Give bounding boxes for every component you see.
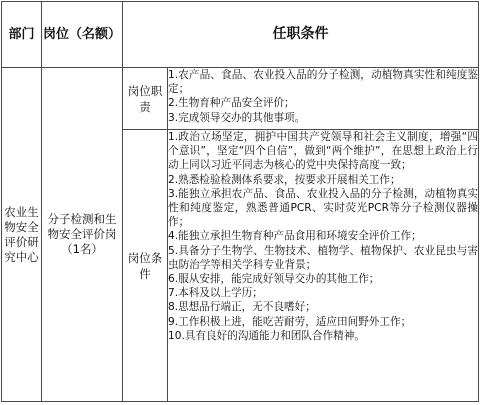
condition-item: 8.思想品行端正，无不良嗜好； [168, 301, 316, 314]
condition-item: 2.熟悉检验检测体系要求，按要求开展相关工作； [168, 173, 401, 186]
condition-item: 3.能独立承担农产品、食品、农业投入品的分子检测，动植物真实性和纯度鉴定，熟悉普通PCR、实时荧光PCR等分子检测仪器操作； [168, 187, 478, 229]
position-quota: （1名） [61, 242, 103, 256]
duties-label: 岗位职责 [123, 68, 168, 130]
condition-item: 5.具备分子生物学、生物技术、植物学、植物保护、农业昆虫与害虫防治学等相关学科专业背景； [168, 244, 478, 271]
duty-item: 1.农产品、食品、农业投入品的分子检测，动植物真实性和纯度鉴定； [168, 69, 478, 96]
header-department: 部门 [2, 2, 42, 68]
duties-list [168, 68, 479, 130]
condition-item: 1.政治立场坚定，拥护中国共产党领导和社会主义制度，增强“四个意识”，坚定“四个自信”，做到“两个维护”，在思想上政治上行动上同以习近平同志为核心的党中央保持高度一致； [168, 131, 478, 172]
duty-item: 3.完成领导交办的其他事项。 [168, 111, 306, 124]
duties-row [2, 68, 479, 130]
condition-item: 6.服从安排，能完成好领导交办的其他工作； [168, 273, 380, 286]
condition-item: 7.本科及以上学历； [168, 287, 263, 300]
condition-item: 9.工作积极上进，能吃苦耐劳，适应田间野外工作； [168, 315, 412, 328]
conditions-label: 岗位条件 [123, 130, 168, 402]
job-requirements-table [1, 1, 479, 402]
position-cell [42, 68, 123, 402]
header-position: 岗位（名额） [42, 2, 123, 68]
conditions-list [168, 130, 479, 402]
header-row [2, 2, 479, 68]
position-name: 分子检测和生物安全评价岗 [47, 212, 117, 241]
header-requirements: 任职条件 [123, 2, 479, 68]
department-cell: 农业生物安全评价研究中心 [2, 68, 42, 402]
duty-item: 2.生物育种产品安全评价； [168, 97, 295, 110]
condition-item: 10.具有良好的沟通能力和团队合作精神。 [168, 329, 365, 342]
condition-item: 4.能独立承担生物育种产品食用和环境安全评价工作； [168, 230, 422, 243]
